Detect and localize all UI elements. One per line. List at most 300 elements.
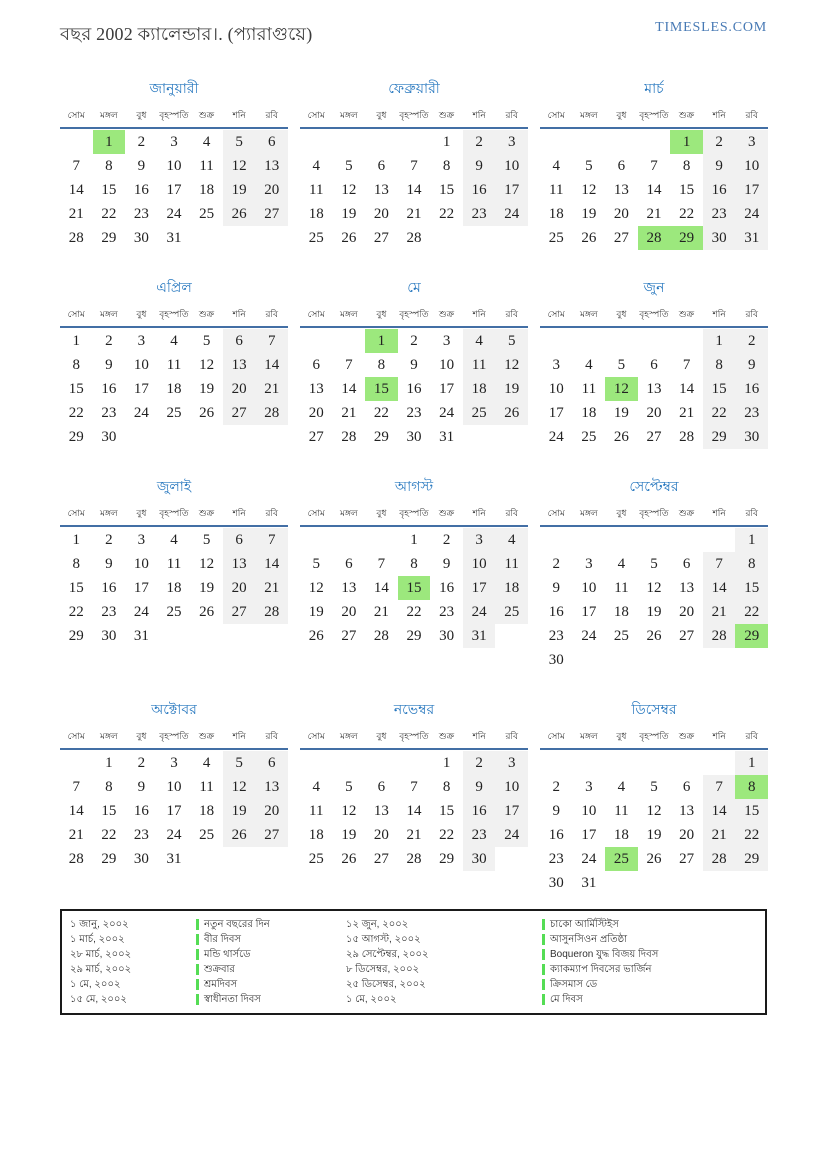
day-cell: 17: [166, 182, 182, 198]
week-row: [540, 329, 768, 353]
day-cell: 25: [581, 429, 597, 445]
day-cell: 2: [137, 134, 146, 150]
day-cell: 18: [613, 827, 629, 843]
day-cell: 18: [581, 405, 597, 421]
day-cell: 25: [166, 405, 182, 421]
holiday-label: মন্ডি থার্সডে: [204, 949, 251, 960]
day-cell: 24: [581, 628, 597, 644]
weekday-label: মঙ্গল: [340, 110, 358, 120]
day-cell: 10: [463, 552, 496, 576]
day-cell: 11: [199, 158, 214, 174]
day-cell: 5: [617, 357, 626, 373]
day-cell: [670, 648, 703, 672]
day-cell: [223, 624, 256, 648]
day-cell: 13: [223, 353, 256, 377]
week-row: [300, 775, 528, 799]
day-cell: 13: [646, 381, 662, 397]
day-cell: 22: [373, 405, 389, 421]
holiday-entry: [542, 993, 757, 1006]
day-cell: 8: [410, 556, 418, 572]
day-cell: 5: [345, 158, 353, 174]
month-name-june: জুন: [643, 281, 665, 296]
day-cell: 13: [679, 580, 695, 596]
weekday-label: রবি: [265, 508, 278, 518]
day-cell: 4: [552, 158, 561, 174]
day-cell: [703, 648, 736, 672]
day-cell: 29: [101, 851, 117, 867]
holiday-entry: [196, 948, 346, 961]
weekday-label: সোম: [307, 731, 325, 741]
day-cell: 24: [581, 851, 597, 867]
day-cell: [333, 751, 366, 775]
week-row: [540, 552, 768, 576]
month-name-september: সেপ্টেম্বর: [629, 480, 679, 495]
day-cell: 19: [199, 580, 215, 596]
day-cell: [703, 871, 736, 895]
day-cell: 7: [682, 357, 691, 373]
day-cell: 2: [552, 779, 561, 795]
day-cell: 24: [133, 405, 149, 421]
day-cell: 31: [166, 851, 182, 867]
day-cell: 4: [202, 755, 211, 771]
day-cell: 5: [312, 556, 321, 572]
day-cell: 17: [581, 604, 597, 620]
week-row: [300, 624, 528, 648]
day-cell: 12: [199, 556, 215, 572]
day-cell: 6: [255, 751, 288, 775]
day-cell: 29: [439, 851, 455, 867]
day-cell: 28: [703, 847, 736, 871]
day-cell: 21: [255, 576, 288, 600]
header-rule: [300, 127, 528, 129]
day-cell: [300, 130, 333, 154]
day-cell: 29: [406, 628, 422, 644]
day-cell: 14: [341, 381, 357, 397]
day-cell: 19: [223, 799, 256, 823]
week-row: [300, 847, 528, 871]
weekday-header-row: [540, 108, 768, 127]
holiday-entry: [542, 978, 757, 991]
day-cell: 25: [463, 401, 496, 425]
day-cell: 8: [105, 158, 113, 174]
week-row: [60, 178, 288, 202]
holiday-entry: [196, 918, 346, 931]
day-cell: [605, 871, 638, 895]
day-cell: [735, 871, 768, 895]
day-cell: 10: [133, 556, 149, 572]
day-cell: 24: [495, 202, 528, 226]
week-row: [540, 154, 768, 178]
weekday-label: সোম: [547, 309, 565, 319]
site-link[interactable]: TIMESLES.COM: [655, 20, 767, 35]
day-cell: 20: [373, 206, 389, 222]
day-cell: 10: [133, 357, 149, 373]
week-row: [540, 624, 768, 648]
day-cell: 4: [170, 333, 178, 349]
day-cell: 27: [373, 851, 389, 867]
day-cell: 12: [223, 154, 256, 178]
months-grid: [60, 77, 767, 895]
holiday-date: ২৯ সেপ্টেম্বর, ২০০২: [346, 949, 429, 960]
day-cell: 23: [101, 604, 117, 620]
week-row: [540, 401, 768, 425]
day-cell: 10: [581, 580, 597, 596]
holiday-label: ক্রিসমাস ডে: [550, 979, 598, 990]
holiday-entry: [196, 978, 346, 991]
weekday-label: বৃহস্পতি: [639, 508, 669, 518]
weekday-label: বুধ: [616, 309, 627, 319]
day-cell: 7: [650, 158, 658, 174]
month-february: [300, 77, 528, 250]
month-name-october: অক্টোবর: [151, 703, 197, 718]
day-cell: 18: [166, 580, 182, 596]
day-cell: [158, 425, 191, 449]
day-cell: 13: [341, 580, 357, 596]
weekday-label: বুধ: [136, 508, 147, 518]
weekday-header-row: [540, 729, 768, 748]
day-cell: 19: [341, 827, 357, 843]
day-cell: [333, 528, 366, 552]
week-row: [300, 329, 528, 353]
week-row: [60, 799, 288, 823]
day-cell: 13: [613, 182, 629, 198]
weekday-header-row: [300, 108, 528, 127]
day-cell: [703, 751, 736, 775]
day-cell: [573, 130, 606, 154]
day-cell: 14: [406, 182, 422, 198]
day-cell: 30: [101, 628, 117, 644]
weekday-label: শুক্র: [678, 110, 695, 120]
week-row: [540, 353, 768, 377]
day-cell: 20: [255, 178, 288, 202]
day-cell: [333, 329, 366, 353]
day-cell: 15: [365, 377, 398, 401]
weekday-label: শুক্র: [678, 309, 695, 319]
day-cell: 7: [703, 552, 736, 576]
day-cell: [495, 847, 528, 871]
day-cell: 28: [68, 230, 84, 246]
day-cell: 26: [199, 604, 215, 620]
header-rule: [540, 326, 768, 328]
month-name-may: মে: [407, 281, 421, 296]
day-cell: 1: [442, 134, 451, 150]
weekday-label: শুক্র: [438, 110, 455, 120]
day-cell: [495, 226, 528, 250]
day-cell: 26: [199, 405, 215, 421]
day-cell: 31: [133, 628, 149, 644]
day-cell: 31: [581, 875, 597, 891]
day-cell: 21: [373, 604, 389, 620]
day-cell: 13: [223, 552, 256, 576]
day-cell: 13: [373, 803, 389, 819]
day-cell: 27: [679, 628, 695, 644]
weekday-label: রবি: [505, 508, 518, 518]
day-cell: [300, 528, 333, 552]
day-cell: 12: [341, 182, 357, 198]
day-cell: [573, 648, 606, 672]
day-cell: 20: [255, 799, 288, 823]
weekday-header-row: [540, 506, 768, 525]
day-cell: 6: [223, 329, 256, 353]
day-cell: 20: [308, 405, 324, 421]
day-cell: 30: [463, 847, 496, 871]
day-cell: 11: [309, 803, 324, 819]
holiday-color-bar: [542, 979, 545, 990]
day-cell: 8: [735, 552, 768, 576]
day-cell: 6: [377, 779, 386, 795]
day-cell: 27: [646, 429, 662, 445]
holiday-date: ২৯ মার্চ, ২০০২: [70, 964, 132, 975]
day-cell: 24: [439, 405, 455, 421]
day-cell: 13: [308, 381, 324, 397]
day-cell: 20: [223, 576, 256, 600]
holiday-date: ২৮ মার্চ, ২০০২: [70, 949, 132, 960]
holiday-color-bar: [196, 949, 199, 960]
day-cell: 8: [682, 158, 691, 174]
day-cell: 3: [495, 130, 528, 154]
day-cell: 31: [166, 230, 182, 246]
day-cell: 27: [341, 628, 357, 644]
weekday-label: বৃহস্পতি: [159, 508, 189, 518]
day-cell: 14: [703, 799, 736, 823]
day-cell: 15: [735, 576, 768, 600]
day-cell: 23: [133, 206, 149, 222]
holiday-label: নতুন বছরের দিন: [204, 919, 270, 930]
day-cell: 18: [199, 182, 215, 198]
day-cell: 15: [68, 580, 84, 596]
day-cell: [255, 425, 288, 449]
weekday-label: মঙ্গল: [580, 508, 598, 518]
day-cell: 22: [406, 604, 422, 620]
day-cell: 6: [617, 158, 626, 174]
day-cell: 16: [735, 377, 768, 401]
week-row: [300, 528, 528, 552]
weekday-label: বুধ: [136, 309, 147, 319]
page-header: [60, 20, 767, 51]
header-rule: [300, 748, 528, 750]
day-cell: 8: [442, 779, 451, 795]
day-cell: 9: [703, 154, 736, 178]
day-cell: 7: [703, 775, 736, 799]
day-cell: 11: [166, 357, 182, 373]
header-rule: [300, 525, 528, 527]
day-cell: 3: [137, 333, 146, 349]
day-cell: 15: [101, 803, 117, 819]
day-cell: [703, 528, 736, 552]
day-cell: 15: [703, 377, 736, 401]
day-cell: 17: [166, 803, 182, 819]
day-cell: 28: [341, 429, 357, 445]
day-cell: 30: [133, 230, 149, 246]
weekday-label: বুধ: [376, 731, 387, 741]
day-cell: 16: [548, 827, 564, 843]
month-january: [60, 77, 288, 250]
day-cell: 25: [308, 851, 324, 867]
day-cell: 7: [72, 158, 81, 174]
day-cell: 12: [223, 775, 256, 799]
day-cell: 16: [548, 604, 564, 620]
holiday-label: আসুনসিওন প্রতিষ্ঠা: [550, 934, 628, 945]
month-name-april: এপ্রিল: [156, 281, 192, 296]
day-cell: 14: [255, 353, 288, 377]
week-row: [540, 648, 768, 672]
weekday-label: বৃহস্পতি: [639, 309, 669, 319]
day-cell: 3: [585, 779, 593, 795]
day-cell: 7: [255, 528, 288, 552]
day-cell: 12: [646, 580, 662, 596]
day-cell: 9: [552, 803, 561, 819]
weekday-label: মঙ্গল: [340, 731, 358, 741]
month-april: [60, 276, 288, 449]
day-cell: [638, 130, 671, 154]
day-cell: 16: [133, 803, 149, 819]
day-cell: 26: [341, 851, 357, 867]
month-july: [60, 475, 288, 672]
month-name-december: ডিসেম্বর: [631, 703, 677, 718]
week-row: [60, 154, 288, 178]
day-cell: 21: [68, 206, 84, 222]
day-cell: 8: [72, 556, 81, 572]
day-cell: 27: [223, 401, 256, 425]
day-cell: 28: [373, 628, 389, 644]
day-cell: 21: [406, 206, 422, 222]
day-cell: 1: [72, 333, 81, 349]
day-cell: 20: [679, 604, 695, 620]
weekday-label: শুক্র: [438, 731, 455, 741]
day-cell: 5: [223, 130, 256, 154]
day-cell: [190, 226, 223, 250]
holiday-color-bar: [196, 994, 199, 1005]
day-cell: 26: [495, 401, 528, 425]
day-cell: 1: [670, 130, 703, 154]
month-august: [300, 475, 528, 672]
holiday-color-bar: [542, 994, 545, 1005]
day-cell: 19: [495, 377, 528, 401]
day-cell: [430, 226, 463, 250]
holiday-label: মে দিবস: [550, 994, 583, 1005]
weekday-label: সোম: [307, 309, 325, 319]
day-cell: 17: [735, 178, 768, 202]
week-row: [300, 823, 528, 847]
day-cell: 29: [68, 429, 84, 445]
day-cell: 5: [223, 751, 256, 775]
day-cell: 2: [442, 532, 451, 548]
day-cell: 26: [341, 230, 357, 246]
day-cell: [190, 624, 223, 648]
week-row: [540, 377, 768, 401]
weekday-label: শুক্র: [198, 110, 215, 120]
day-cell: [540, 528, 573, 552]
weekday-label: শনি: [472, 110, 486, 120]
day-cell: 1: [442, 755, 451, 771]
header-rule: [300, 326, 528, 328]
day-cell: 23: [703, 202, 736, 226]
day-cell: 21: [703, 823, 736, 847]
weekday-label: সোম: [307, 508, 325, 518]
week-row: [300, 552, 528, 576]
week-row: [540, 130, 768, 154]
day-cell: 21: [679, 405, 695, 421]
day-cell: 19: [613, 405, 629, 421]
day-cell: 11: [549, 182, 564, 198]
week-row: [540, 600, 768, 624]
day-cell: 12: [581, 182, 597, 198]
weekday-header-row: [60, 506, 288, 525]
weekday-label: শনি: [472, 508, 486, 518]
day-cell: 30: [548, 652, 564, 668]
week-row: [60, 401, 288, 425]
weekday-label: শনি: [232, 309, 246, 319]
day-cell: 8: [105, 779, 113, 795]
week-row: [540, 178, 768, 202]
day-cell: 2: [735, 329, 768, 353]
day-cell: 30: [703, 226, 736, 250]
day-cell: [190, 425, 223, 449]
day-cell: 22: [101, 206, 117, 222]
day-cell: 1: [93, 130, 126, 154]
day-cell: 13: [679, 803, 695, 819]
day-cell: [223, 226, 256, 250]
day-cell: 11: [495, 552, 528, 576]
day-cell: 6: [345, 556, 353, 572]
day-cell: 28: [255, 600, 288, 624]
day-cell: 28: [255, 401, 288, 425]
week-row: [300, 751, 528, 775]
day-cell: [495, 624, 528, 648]
day-cell: [365, 751, 398, 775]
day-cell: 7: [410, 158, 418, 174]
week-row: [540, 775, 768, 799]
day-cell: 22: [68, 405, 84, 421]
day-cell: 13: [373, 182, 389, 198]
day-cell: 1: [735, 528, 768, 552]
holiday-label: শুক্রবার: [204, 964, 235, 975]
weekday-label: শুক্র: [678, 731, 695, 741]
week-row: [60, 425, 288, 449]
day-cell: 10: [581, 803, 597, 819]
day-cell: 4: [617, 779, 626, 795]
week-row: [60, 329, 288, 353]
holiday-label: Boqueron যুদ্ধ বিজয় দিবস: [550, 949, 659, 960]
day-cell: 12: [646, 803, 662, 819]
day-cell: 24: [166, 206, 182, 222]
day-cell: 22: [735, 823, 768, 847]
day-cell: 7: [345, 357, 353, 373]
day-cell: 6: [682, 556, 691, 572]
day-cell: 2: [552, 556, 561, 572]
weekday-label: রবি: [745, 731, 758, 741]
day-cell: 26: [646, 628, 662, 644]
day-cell: 1: [703, 329, 736, 353]
day-cell: 22: [439, 827, 455, 843]
day-cell: 18: [613, 604, 629, 620]
day-cell: 29: [735, 624, 768, 648]
day-cell: 15: [735, 799, 768, 823]
day-cell: 2: [703, 130, 736, 154]
week-row: [300, 178, 528, 202]
day-cell: 21: [68, 827, 84, 843]
weekday-label: সোম: [67, 110, 85, 120]
week-row: [60, 377, 288, 401]
holiday-entry: [542, 963, 757, 976]
holiday-color-bar: [542, 949, 545, 960]
header-rule: [540, 748, 768, 750]
holiday-entry: [196, 993, 346, 1006]
day-cell: 19: [223, 178, 256, 202]
header-rule: [60, 748, 288, 750]
holiday-color-bar: [542, 964, 545, 975]
day-cell: 10: [548, 381, 564, 397]
